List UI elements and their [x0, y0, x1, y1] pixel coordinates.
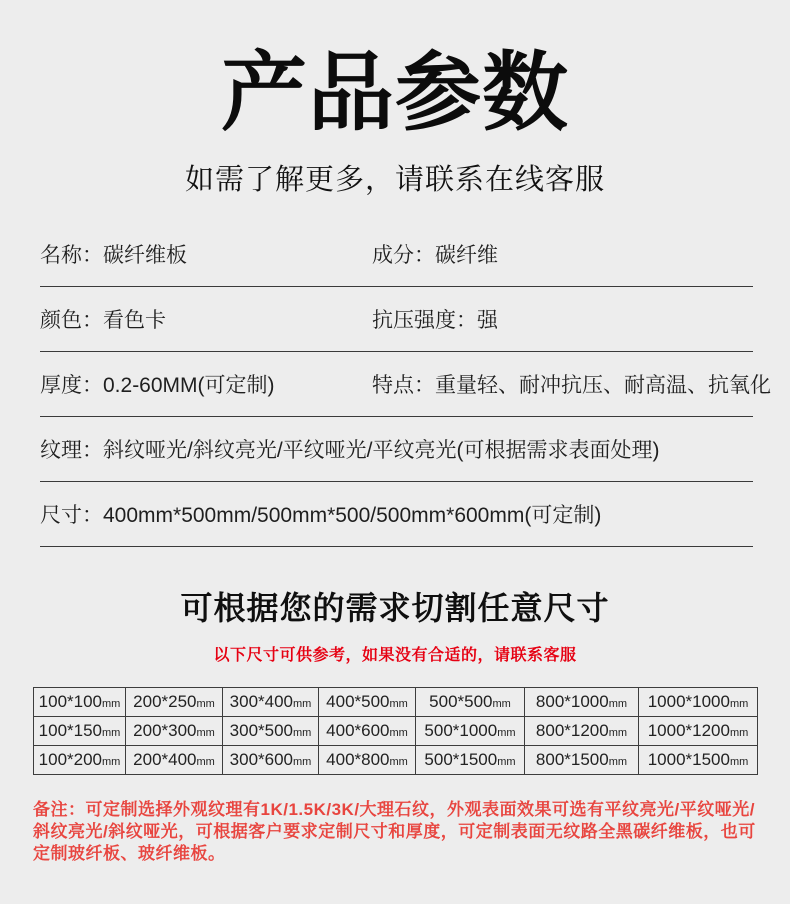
spec-composition: 成分：碳纤维 — [372, 244, 498, 268]
spec-row-name-composition — [40, 222, 753, 287]
spec-list — [40, 222, 771, 547]
size-cell: 200*400mm — [126, 746, 223, 775]
size-cell: 1000*1000mm — [639, 688, 758, 717]
unit-label: mm — [389, 756, 408, 769]
unit-label: mm — [497, 727, 516, 740]
size-cell: 800*1500mm — [525, 746, 639, 775]
unit-label: mm — [102, 698, 121, 711]
unit-label: mm — [196, 698, 215, 711]
size-cell: 300*500mm — [223, 717, 319, 746]
size-table-row — [34, 688, 758, 717]
unit-label: mm — [293, 698, 312, 711]
spec-features: 特点：重量轻、耐冲抗压、耐高温、抗氧化 — [372, 374, 771, 398]
unit-label: mm — [497, 756, 516, 769]
unit-label: mm — [293, 727, 312, 740]
size-cell: 300*400mm — [223, 688, 319, 717]
spec-texture: 纹理：斜纹哑光/斜纹亮光/平纹哑光/平纹亮光(可根据需求表面处理) — [40, 439, 660, 463]
unit-label: mm — [293, 756, 312, 769]
size-cell: 400*600mm — [319, 717, 416, 746]
page-title: 产品参数 — [221, 45, 569, 141]
unit-label: mm — [608, 727, 628, 740]
size-cell: 1000*1200mm — [639, 717, 758, 746]
size-cell: 100*100mm — [34, 688, 126, 717]
unit-label: mm — [729, 756, 749, 769]
size-cell: 1000*1500mm — [639, 746, 758, 775]
size-hint: 以下尺寸可供参考，如果没有合适的，请联系客服 — [213, 647, 577, 665]
unit-label: mm — [102, 756, 121, 769]
unit-label: mm — [729, 698, 749, 711]
spec-thickness: 厚度：0.2-60MM(可定制) — [40, 374, 275, 398]
unit-label: mm — [196, 756, 215, 769]
cut-section-title: 可根据您的需求切割任意尺寸 — [180, 590, 610, 627]
spec-color: 颜色：看色卡 — [40, 309, 166, 333]
spec-strength: 抗压强度：强 — [372, 309, 498, 333]
page-subtitle: 如需了解更多，请联系在线客服 — [184, 164, 605, 197]
unit-label: mm — [102, 727, 121, 740]
unit-label: mm — [729, 727, 749, 740]
size-table-row — [34, 717, 758, 746]
size-cell: 800*1000mm — [525, 688, 639, 717]
size-table — [33, 687, 758, 775]
unit-label: mm — [608, 756, 628, 769]
spec-row-size — [40, 482, 753, 547]
size-cell: 300*600mm — [223, 746, 319, 775]
unit-label: mm — [608, 698, 628, 711]
size-cell: 100*200mm — [34, 746, 126, 775]
remark-note: 备注：可定制选择外观纹理有1K/1.5K/3K/大理石纹，外观表面效果可选有平纹亮光/平纹哑光/斜纹亮光/斜纹哑光，可根据客户要求定制尺寸和厚度，可定制表面无纹路全黑碳纤维板，也可定制玻纤板、玻纤维板。 — [33, 800, 756, 864]
size-cell: 200*250mm — [126, 688, 223, 717]
unit-label: mm — [389, 698, 408, 711]
spec-row-color-strength — [40, 287, 753, 352]
size-cell: 200*300mm — [126, 717, 223, 746]
spec-size: 尺寸：400mm*500mm/500mm*500/500mm*600mm(可定制) — [40, 504, 602, 528]
spec-row-thickness-features — [40, 352, 771, 417]
size-cell: 400*500mm — [319, 688, 416, 717]
size-cell: 800*1200mm — [525, 717, 639, 746]
unit-label: mm — [492, 698, 511, 711]
spec-name: 名称：碳纤维板 — [40, 244, 187, 268]
unit-label: mm — [196, 727, 215, 740]
size-cell: 400*800mm — [319, 746, 416, 775]
spec-row-texture — [40, 417, 753, 482]
size-cell: 500*500mm — [416, 688, 525, 717]
unit-label: mm — [389, 727, 408, 740]
size-cell: 500*1000mm — [416, 717, 525, 746]
size-table-row — [34, 746, 758, 775]
size-cell: 100*150mm — [34, 717, 126, 746]
product-parameters-page — [0, 42, 790, 904]
size-cell: 500*1500mm — [416, 746, 525, 775]
